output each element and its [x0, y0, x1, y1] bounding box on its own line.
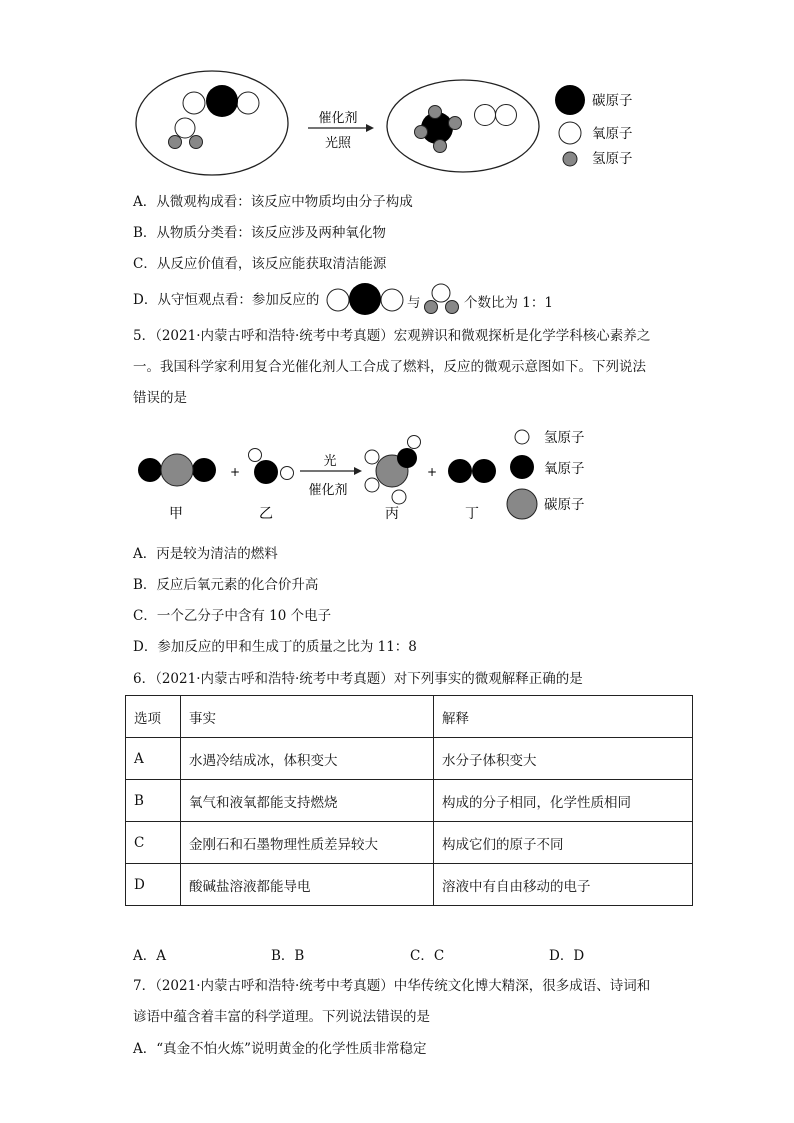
q6-answer-a: A．A [133, 948, 166, 964]
label-jia: 甲 [169, 506, 183, 522]
oxygen-atom [397, 448, 417, 468]
oxygen-atom [475, 105, 496, 126]
q7-option-a: A．“真金不怕火炼”说明黄金的化学性质非常稳定 [133, 1041, 427, 1057]
q6-answer-d: D．D [549, 948, 585, 964]
cell-fact: 水遇冷结成冰，体积变大 [181, 738, 434, 780]
legend-hydrogen-label: 氢原子 [592, 151, 633, 167]
label-yi: 乙 [259, 506, 273, 522]
oxygen-atom [183, 92, 205, 114]
plus-sign: + [426, 465, 438, 479]
legend-hydrogen-icon [515, 430, 529, 444]
label-bing: 丙 [385, 506, 399, 522]
hydrogen-atom [449, 117, 462, 130]
q5-option-b: B．反应后氧元素的化合价升高 [133, 577, 319, 593]
header-option: 选项 [126, 696, 181, 738]
q5-option-d: D．参加反应的甲和生成丁的质量之比为 11：8 [133, 639, 417, 655]
q4-option-d [133, 291, 319, 309]
q7-stem-line2: 谚语中蕴含着丰富的科学道理。下列说法错误的是 [133, 1009, 430, 1025]
facts-table [125, 695, 693, 906]
oxygen-atom [496, 105, 517, 126]
h2o-molecule-inline [422, 282, 462, 316]
legend-hydrogen-icon [563, 152, 577, 166]
q4-option-d-suffix: 个数比为 1：1 [464, 295, 553, 311]
carbon-atom [161, 454, 193, 486]
plus-sign: + [229, 465, 241, 479]
cell-option: C [126, 822, 181, 864]
header-fact: 事实 [181, 696, 434, 738]
q4-option-d-mid: 与 [407, 295, 421, 311]
cell-explanation: 溶液中有自由移动的电子 [434, 864, 693, 906]
q6-answer-b: B．B [271, 948, 305, 964]
oxygen-atom [192, 458, 216, 482]
legend-carbon-icon [555, 85, 585, 115]
cell-explanation: 构成它们的原子不同 [434, 822, 693, 864]
oxygen-atom [237, 92, 259, 114]
header-explanation: 解释 [434, 696, 693, 738]
legend-carbon-label: 碳原子 [544, 497, 585, 513]
q7-stem-line1: 7．（2021·内蒙古呼和浩特·统考中考真题）中华传统文化博大精深，很多成语、诗词和 [133, 978, 651, 994]
cell-explanation: 水分子体积变大 [434, 738, 693, 780]
oxygen-atom [138, 458, 162, 482]
legend-oxygen-icon [510, 455, 534, 479]
table-row [126, 780, 693, 822]
arrow-top-label: 催化剂 [318, 111, 358, 126]
cell-fact: 酸碱盐溶液都能导电 [181, 864, 434, 906]
carbon-atom [206, 85, 238, 117]
cell-fact: 氧气和液氧都能支持燃烧 [181, 780, 434, 822]
hydrogen-atom [434, 140, 447, 153]
arrow-bottom-label: 光照 [324, 136, 352, 151]
cell-explanation: 构成的分子相同，化学性质相同 [434, 780, 693, 822]
hydrogen-atom [365, 450, 379, 464]
cell-option: D [126, 864, 181, 906]
legend-carbon-icon [507, 489, 537, 519]
table-header-row [126, 696, 693, 738]
product-container [387, 80, 539, 172]
legend-oxygen-label: 氧原子 [592, 126, 633, 142]
hydrogen-atom [190, 136, 203, 149]
q4-option-c: C．从反应价值看，该反应能获取清洁能源 [133, 256, 387, 272]
arrow-top-label: 光 [323, 454, 337, 469]
cell-option: B [126, 780, 181, 822]
hydrogen-atom [365, 478, 379, 492]
hydrogen-atom [281, 467, 294, 480]
q5-stem-line2: 一。我国科学家利用复合光催化剂人工合成了燃料，反应的微观示意图如下。下列说法 [133, 359, 646, 375]
hydrogen-atom [249, 449, 262, 462]
legend-oxygen-label: 氧原子 [544, 461, 585, 477]
arrowhead [354, 467, 362, 475]
co2-molecule-inline [326, 282, 406, 318]
q4-option-a: A．从微观构成看：该反应中物质均由分子构成 [133, 194, 413, 210]
q5-option-c: C．一个乙分子中含有 10 个电子 [133, 608, 332, 624]
oxygen-atom [175, 118, 195, 138]
q6-stem: 6．（2021·内蒙古呼和浩特·统考中考真题）对下列事实的微观解释正确的是 [133, 671, 583, 687]
hydrogen-atom [169, 136, 182, 149]
arrow-bottom-label: 催化剂 [308, 483, 348, 498]
q4-option-d-prefix: D．从守恒观点看：参加反应的 [133, 292, 320, 308]
cell-option: A [126, 738, 181, 780]
arrowhead [366, 124, 374, 132]
hydrogen-atom [408, 436, 421, 449]
q5-stem-line1: 5．（2021·内蒙古呼和浩特·统考中考真题）宏观辨识和微观探析是化学学科核心素养之 [133, 328, 651, 344]
legend-oxygen-icon [559, 122, 581, 144]
reaction-diagram-q4 [0, 0, 794, 185]
q5-option-a: A．丙是较为清洁的燃料 [133, 546, 278, 562]
table-row [126, 864, 693, 906]
table-row [126, 822, 693, 864]
table-row [126, 738, 693, 780]
legend-carbon-label: 碳原子 [592, 93, 633, 109]
q5-stem-line3: 错误的是 [133, 390, 187, 406]
q6-answer-c: C．C [410, 948, 445, 964]
q4-option-b: B．从物质分类看：该反应涉及两种氧化物 [133, 225, 386, 241]
oxygen-atom [254, 460, 278, 484]
hydrogen-atom [392, 490, 406, 504]
reactant-container [136, 71, 288, 175]
cell-fact: 金刚石和石墨物理性质差异较大 [181, 822, 434, 864]
hydrogen-atom [415, 126, 428, 139]
oxygen-atom [448, 459, 472, 483]
reaction-diagram-q5 [0, 420, 794, 530]
hydrogen-atom [429, 106, 442, 119]
oxygen-atom [472, 459, 496, 483]
legend-hydrogen-label: 氢原子 [544, 430, 585, 446]
label-ding: 丁 [465, 506, 479, 522]
